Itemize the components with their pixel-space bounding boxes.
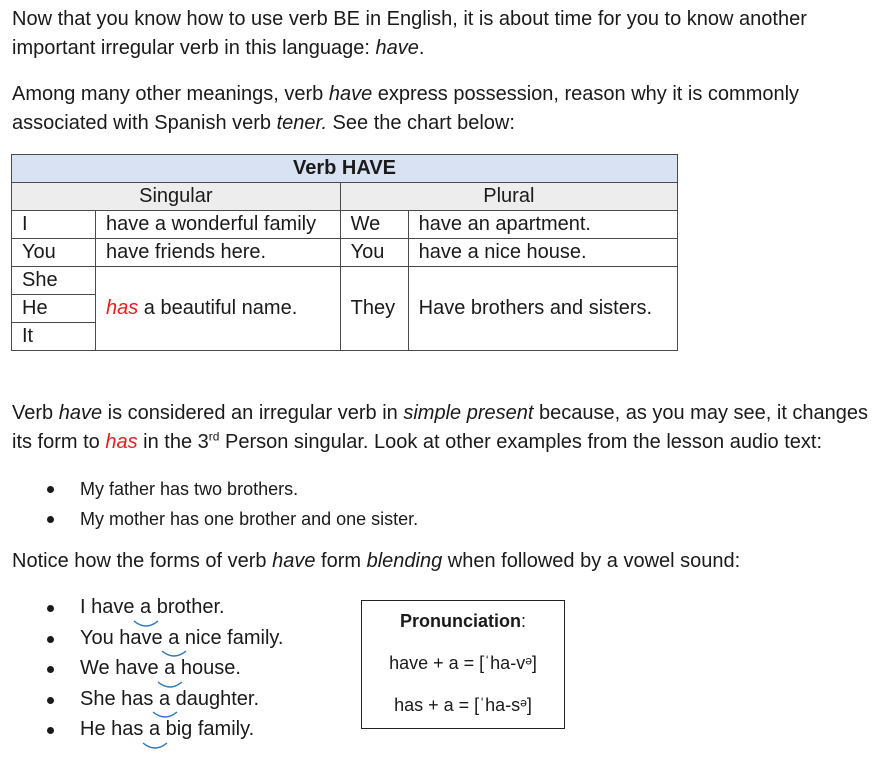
blending-paragraph: Notice how the forms of verb have form blending when followed by a vowel sound: xyxy=(12,550,741,572)
list-item: We have a house. xyxy=(0,653,283,684)
pronunciation-box xyxy=(361,600,565,729)
irregular-paragraph: Verb have is considered an irregular verb in simple present because, as you may see, it changes its form to has in the 3rd Person singular. Look at other examples from the lesson audio text: xyxy=(12,402,869,453)
table-row: He xyxy=(12,295,678,323)
list-item: My father has two brothers. xyxy=(0,474,418,504)
pronunciation-title: Pronunciation: xyxy=(399,611,526,631)
intro-line-1: Now that you know how to use verb BE in English, it is about time for you to know another xyxy=(12,8,807,30)
bullet-icon xyxy=(47,666,54,673)
linking-arc-icon xyxy=(142,742,168,752)
plural-header: Plural xyxy=(340,183,677,211)
verb-have-table xyxy=(11,154,678,351)
pronunciation-have: have + a = [ˈha-vᵊ] xyxy=(389,653,537,673)
list-item: You have a nice family. xyxy=(0,623,283,654)
table-row: It xyxy=(12,323,678,351)
intro-paragraph: Now that you know how to use verb BE in English, it is about time for you to know another important irregular verb in this language: have. xyxy=(12,8,807,59)
third-person-singular-cell: has a beautiful name. xyxy=(96,267,341,351)
emphasis-tener: tener. xyxy=(276,112,327,134)
linking-mark: a xyxy=(149,714,160,745)
list-item: I have a brother. xyxy=(0,592,283,623)
examples-list xyxy=(0,474,418,534)
table-title: Verb HAVE xyxy=(12,155,678,183)
list-item: She has a daughter. xyxy=(0,684,283,715)
table-row: She has a beautiful name. They Have brothers and sisters. xyxy=(12,267,678,295)
list-item: My mother has one brother and one sister. xyxy=(0,504,418,534)
blending-list xyxy=(0,592,283,745)
linking-mark: a xyxy=(140,592,151,623)
bullet-icon xyxy=(47,697,54,704)
bullet-icon xyxy=(47,516,54,523)
linking-mark: a xyxy=(168,623,179,654)
bullet-icon xyxy=(47,727,54,734)
linking-mark: a xyxy=(159,684,170,715)
linking-mark: a xyxy=(164,653,175,684)
bullet-icon xyxy=(47,636,54,643)
possession-paragraph: Among many other meanings, verb have express possession, reason why it is commonly associated with Spanish verb tener. See the chart below: xyxy=(12,83,800,134)
singular-header: Singular xyxy=(12,183,341,211)
bullet-icon xyxy=(47,486,54,493)
bullet-icon xyxy=(47,605,54,612)
emphasis-have: have xyxy=(375,37,419,59)
pronunciation-has: has + a = [ˈha-sᵊ] xyxy=(394,695,532,715)
table-row: You have friends here. You have a nice house. xyxy=(12,239,678,267)
has-highlight: has xyxy=(106,297,139,319)
list-item: He has a big family. xyxy=(0,714,283,745)
table-row: I have a wonderful family We have an apartment. xyxy=(12,211,678,239)
has-highlight: has xyxy=(105,431,138,453)
